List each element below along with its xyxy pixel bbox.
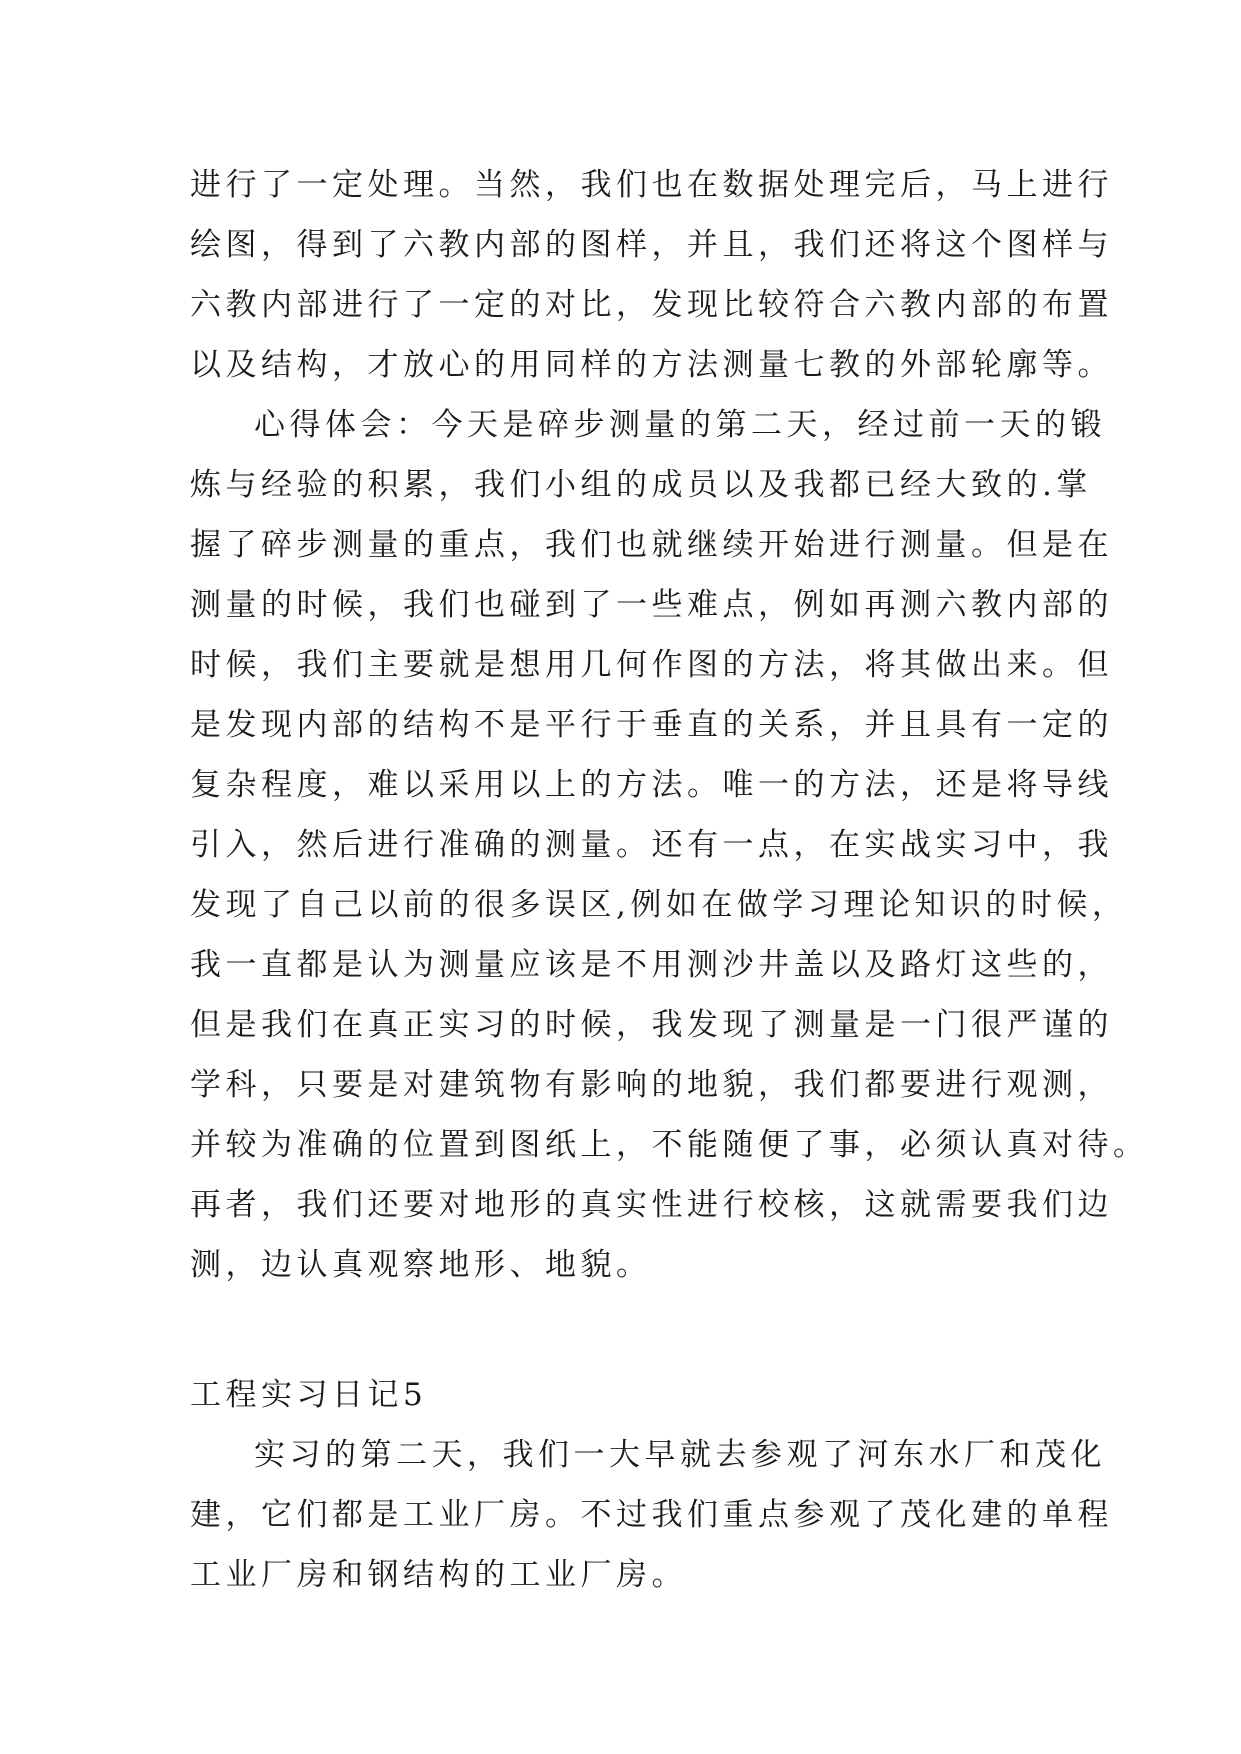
text-line: 是发现内部的结构不是平行于垂直的关系，并且具有一定的 [190,707,1113,743]
paragraph-2 [190,395,1149,1295]
text-line: 以及结构，才放心的用同样的方法测量七教的外部轮廓等。 [190,347,1113,383]
text-line: 握了碎步测量的重点，我们也就继续开始进行测量。但是在 [190,527,1113,563]
document-body [190,155,1149,1605]
text-line: 绘图，得到了六教内部的图样，并且，我们还将这个图样与 [190,227,1113,263]
section-heading: 工程实习日记5 [190,1377,428,1413]
text-line: 进行了一定处理。当然，我们也在数据处理完后，马上进行 [190,167,1113,203]
text-line: 六教内部进行了一定的对比，发现比较符合六教内部的布置 [190,287,1113,323]
text-line: 但是我们在真正实习的时候，我发现了测量是一门很严谨的 [190,1007,1113,1043]
text-line: 测量的时候，我们也碰到了一些难点，例如再测六教内部的 [190,587,1113,623]
text-line: 再者，我们还要对地形的真实性进行校核，这就需要我们边 [190,1187,1113,1223]
text-line: 时候，我们主要就是想用几何作图的方法，将其做出来。但 [190,647,1113,683]
text-line: 实习的第二天，我们一大早就去参观了河东水厂和茂化 [254,1437,1106,1473]
section-spacer [190,1295,1050,1365]
text-line: 复杂程度，难以采用以上的方法。唯一的方法，还是将导线 [190,767,1113,803]
text-line: 发现了自己以前的很多误区,例如在做学习理论知识的时候， [190,887,1128,923]
text-line: 建，它们都是工业厂房。不过我们重点参观了茂化建的单程 [190,1497,1113,1533]
text-line: 心得体会：今天是碎步测量的第二天，经过前一天的锻 [254,407,1106,443]
paragraph-1 [190,155,1113,395]
text-line: 引入，然后进行准确的测量。还有一点，在实战实习中，我 [190,827,1113,863]
text-line: 我一直都是认为测量应该是不用测沙井盖以及路灯这些的， [190,947,1113,983]
text-line: 工业厂房和钢结构的工业厂房。 [190,1557,687,1593]
text-line: 炼与经验的积累，我们小组的成员以及我都已经大致的.掌 [190,467,1092,503]
paragraph-3 [190,1425,1113,1605]
text-line: 并较为准确的位置到图纸上，不能随便了事，必须认真对待。 [190,1127,1149,1163]
text-line: 学科，只要是对建筑物有影响的地貌，我们都要进行观测， [190,1067,1113,1103]
text-line: 测，边认真观察地形、地貌。 [190,1247,652,1283]
